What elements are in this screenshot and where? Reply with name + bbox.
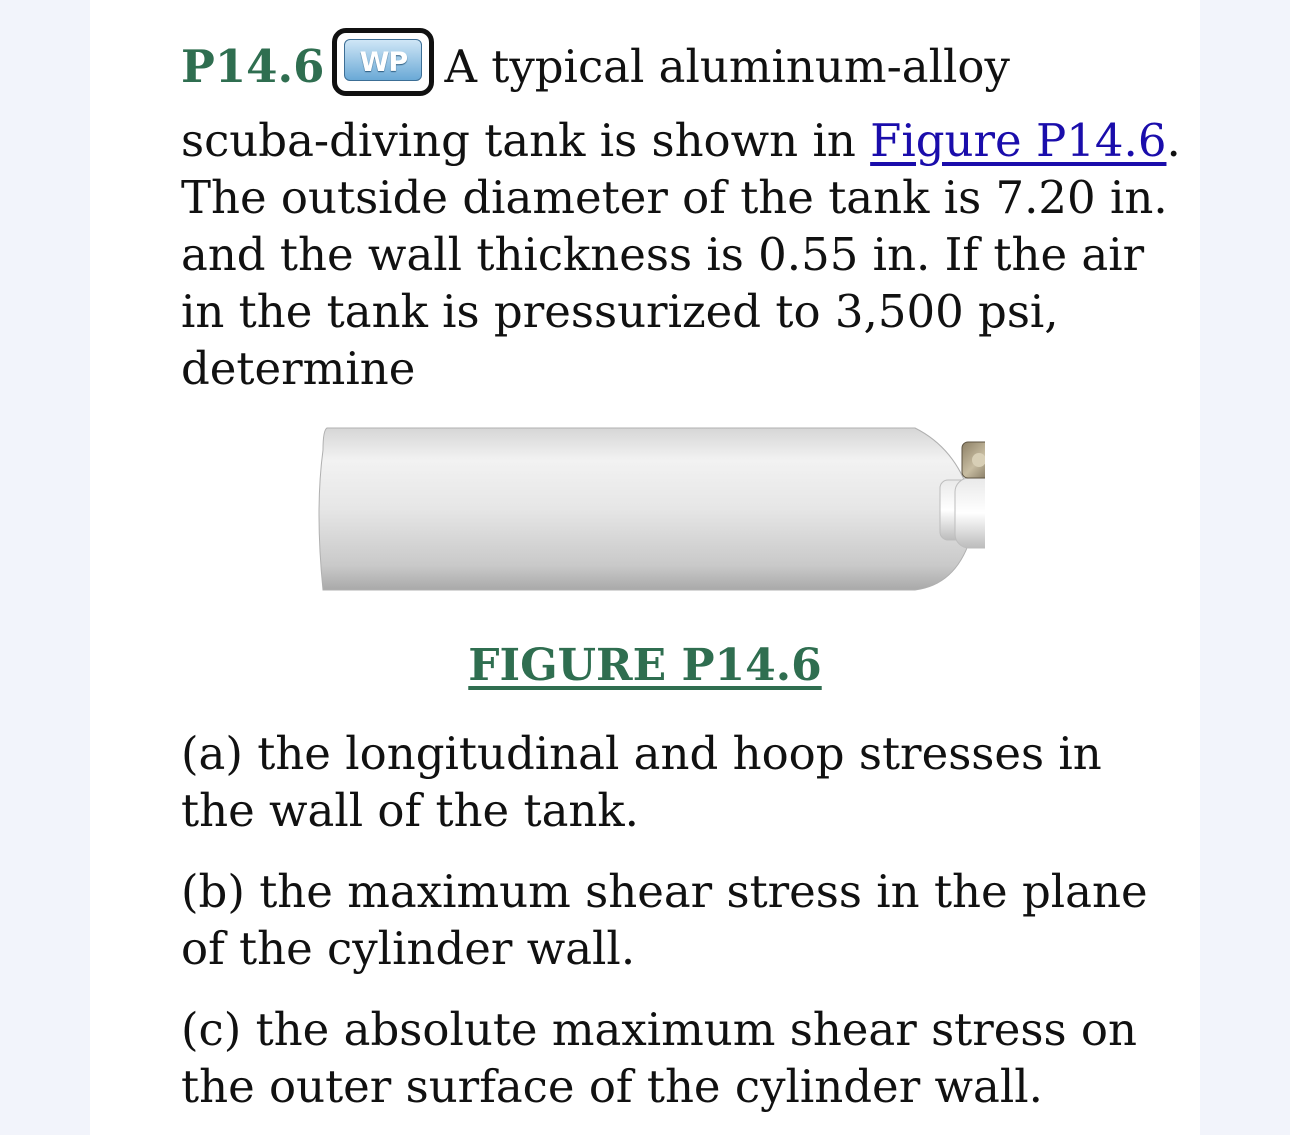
valve-body bbox=[955, 478, 985, 548]
intro-after-link: . bbox=[1166, 114, 1181, 167]
figure-link[interactable]: Figure P14.6 bbox=[870, 114, 1167, 167]
wp-badge-label: WP bbox=[344, 39, 422, 81]
intro-text bbox=[181, 112, 1181, 397]
tank-body bbox=[319, 428, 970, 590]
problem-heading-line bbox=[181, 28, 1181, 112]
intro-rest: The outside diameter of the tank is 7.20 in. and the wall thickness is 0.55 in. If the air in the tank is pressurized to 3,500 psi, determine bbox=[181, 171, 1168, 395]
part-c: (c) the absolute maximum shear stress on the outer surface of the cylinder wall. bbox=[181, 1003, 1137, 1113]
part-a: (a) the longitudinal and hoop stresses in the wall of the tank. bbox=[181, 727, 1102, 837]
scuba-tank-figure bbox=[315, 420, 985, 600]
problem-number: P14.6 bbox=[181, 40, 325, 93]
wp-badge-icon[interactable] bbox=[332, 28, 434, 96]
figure-caption: FIGURE P14.6 bbox=[468, 640, 822, 691]
intro-before-link: scuba-diving tank is shown in bbox=[181, 114, 871, 167]
intro-first-line: A typical aluminum-alloy bbox=[444, 40, 1010, 93]
page bbox=[90, 0, 1200, 1135]
problem-statement bbox=[181, 28, 1181, 397]
part-b: (b) the maximum shear stress in the plane of the cylinder wall. bbox=[181, 865, 1148, 975]
